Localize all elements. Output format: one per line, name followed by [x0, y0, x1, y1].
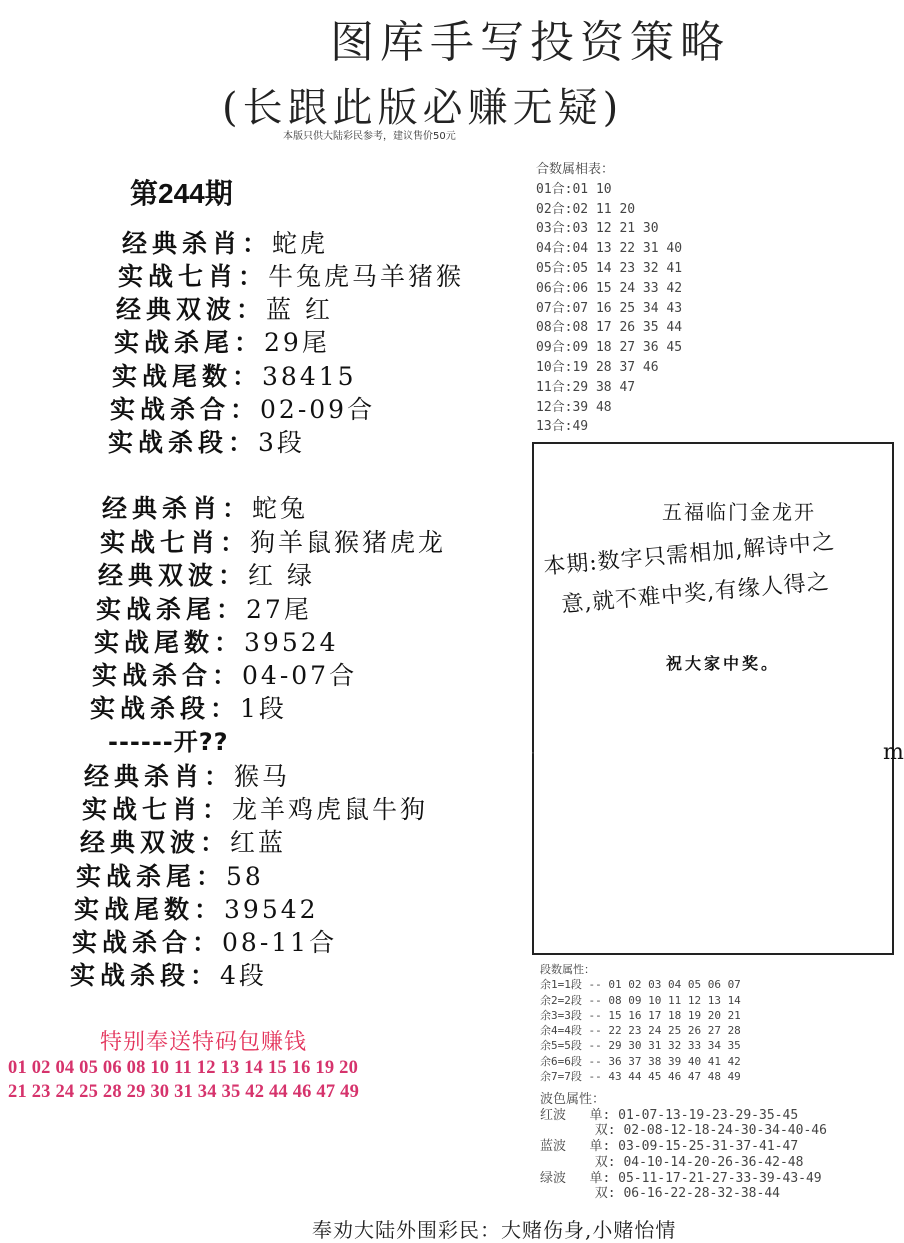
row-label: 经典杀肖：	[102, 494, 253, 523]
page-title: 图库手写投资策略	[330, 17, 730, 68]
table-line: 09合:09 18 27 36 45	[536, 340, 683, 356]
row-value: 猴马	[234, 762, 291, 791]
row-label: 经典双波：	[116, 295, 267, 324]
row-value: 27尾	[246, 595, 312, 624]
table-line: 05合:05 14 23 32 41	[536, 260, 683, 276]
strategy-row	[100, 523, 446, 559]
row-label: 实战杀段：	[70, 961, 221, 990]
strategy-row	[70, 956, 267, 992]
table-line: 余6=6段 -- 36 37 38 39 40 41 42	[540, 1054, 741, 1068]
box-mark-right: m	[883, 740, 904, 765]
strategy-row	[92, 656, 357, 692]
strategy-row	[112, 357, 357, 393]
divider-text: ------开??	[108, 728, 229, 756]
strategy-row	[72, 923, 337, 959]
strategy-row	[102, 489, 308, 525]
row-label: 实战七肖：	[118, 262, 269, 291]
row-value: 02-09合	[260, 395, 376, 424]
row-value: 39524	[244, 628, 339, 657]
strategy-row	[76, 857, 264, 893]
row-label: 实战杀尾：	[96, 595, 247, 624]
row-label: 实战杀合：	[72, 928, 223, 957]
strategy-row	[114, 323, 330, 359]
table-title: 合数属相表：	[536, 162, 615, 177]
row-label: 经典双波：	[98, 561, 249, 590]
row-value: 38415	[262, 362, 357, 391]
row-value: 红蓝	[230, 828, 287, 857]
table-line: 双: 06-16-22-28-32-38-44	[540, 1186, 780, 1202]
table-line: 03合:03 12 21 30	[536, 221, 659, 237]
row-value: 3段	[258, 428, 305, 457]
row-label: 实战杀合：	[92, 661, 243, 690]
row-value: 08-11合	[222, 928, 338, 957]
table-line: 余1=1段 -- 01 02 03 04 05 06 07	[540, 978, 741, 992]
table-line: 07合:07 16 25 34 43	[536, 300, 683, 316]
row-label: 经典双波：	[80, 828, 231, 857]
special-numbers-line-1: 01 02 04 05 06 08 10 11 12 13 14 15 16 19 20	[8, 1058, 359, 1078]
row-label: 实战杀尾：	[114, 328, 265, 357]
strategy-row	[116, 290, 333, 326]
table-line: 06合:06 15 24 33 42	[536, 280, 683, 296]
table-line: 08合:08 17 26 35 44	[536, 320, 683, 336]
row-value: 1段	[240, 694, 287, 723]
row-value: 4段	[220, 961, 267, 990]
row-label: 实战七肖：	[82, 795, 233, 824]
special-title: 特别奉送特码包赚钱	[100, 1030, 308, 1055]
strategy-row	[84, 757, 290, 793]
strategy-row	[94, 623, 339, 659]
table-line: 10合:19 28 37 46	[536, 359, 659, 375]
row-value: 04-07合	[242, 661, 358, 690]
strategy-row	[118, 257, 464, 293]
row-label: 经典杀肖：	[84, 762, 235, 791]
table-line: 红波 单: 01-07-13-19-23-29-35-45	[540, 1107, 799, 1123]
poem-line-2: 本期:数字只需相加,解诗中之	[542, 529, 836, 580]
row-value: 蓝 红	[266, 295, 333, 324]
table-line: 余3=3段 -- 15 16 17 18 19 20 21	[540, 1008, 741, 1022]
table-line: 余5=5段 -- 29 30 31 32 33 34 35	[540, 1039, 741, 1053]
he-number-table	[536, 160, 682, 437]
table-line: 余4=4段 -- 22 23 24 25 26 27 28	[540, 1024, 741, 1038]
table-line: 04合:04 13 22 31 40	[536, 241, 683, 257]
row-value: 狗羊鼠猴猪虎龙	[250, 528, 447, 557]
table-line: 双: 02-08-12-18-24-30-34-40-46	[540, 1123, 827, 1139]
table-line: 绿波 单: 05-11-17-21-27-33-39-43-49	[540, 1170, 822, 1186]
poem-line-3: 意,就不难中奖,有缘人得之	[560, 569, 831, 618]
row-value: 蛇兔	[252, 494, 309, 523]
row-value: 龙羊鸡虎鼠牛狗	[232, 795, 429, 824]
table-line: 13合:49	[536, 419, 589, 435]
row-value: 红 绿	[248, 561, 315, 590]
table-line: 蓝波 单: 03-09-15-25-31-37-41-47	[540, 1139, 799, 1155]
table-title: 波色属性：	[540, 1092, 606, 1107]
poem-line-1: 五福临门金龙开	[662, 500, 816, 524]
table-line: 余7=7段 -- 43 44 45 46 47 48 49	[540, 1070, 741, 1084]
price-note: 本版只供大陆彩民参考，建议售价50元	[283, 131, 456, 142]
strategy-row	[80, 823, 286, 859]
table-line: 11合:29 38 47	[536, 379, 636, 395]
row-label: 实战尾数：	[112, 362, 263, 391]
strategy-row	[122, 224, 328, 260]
strategy-row	[90, 689, 287, 725]
row-value: 蛇虎	[272, 229, 329, 258]
table-line: 余2=2段 -- 08 09 10 11 12 13 14	[540, 993, 741, 1007]
footer-warning: 奉劝大陆外围彩民：大赌伤身,小赌怡情	[312, 1218, 677, 1242]
strategy-row	[82, 790, 428, 826]
strategy-row	[98, 556, 315, 592]
row-value: 39542	[224, 895, 319, 924]
issue-number: 第244期	[130, 178, 233, 209]
strategy-row	[108, 423, 305, 459]
wave-table	[540, 1092, 827, 1202]
row-label: 实战尾数：	[94, 628, 245, 657]
row-label: 实战七肖：	[100, 528, 251, 557]
duan-table	[540, 962, 741, 1084]
row-label: 经典杀肖：	[122, 229, 273, 258]
table-line: 12合:39 48	[536, 399, 612, 415]
row-label: 实战杀尾：	[76, 862, 227, 891]
strategy-row	[74, 890, 319, 926]
row-label: 实战杀段：	[108, 428, 259, 457]
row-value: 29尾	[264, 328, 330, 357]
table-line: 01合:01 10	[536, 181, 612, 197]
table-line: 02合:02 11 20	[536, 201, 636, 217]
blessing-text: 祝大家中奖。	[666, 654, 781, 673]
row-label: 实战杀段：	[90, 694, 241, 723]
page-subtitle: (长跟此版必赚无疑)	[222, 85, 624, 131]
table-title: 段数属性：	[540, 963, 595, 976]
table-line: 双: 04-10-14-20-26-36-42-48	[540, 1154, 804, 1170]
row-label: 实战杀合：	[110, 395, 261, 424]
strategy-row	[96, 590, 312, 626]
special-numbers-line-2: 21 23 24 25 28 29 30 31 34 35 42 44 46 47 49	[8, 1082, 360, 1102]
strategy-row	[110, 390, 375, 426]
row-value: 58	[226, 862, 264, 891]
box-mark-left: ·	[531, 746, 535, 760]
row-value: 牛兔虎马羊猪猴	[268, 262, 465, 291]
row-label: 实战尾数：	[74, 895, 225, 924]
